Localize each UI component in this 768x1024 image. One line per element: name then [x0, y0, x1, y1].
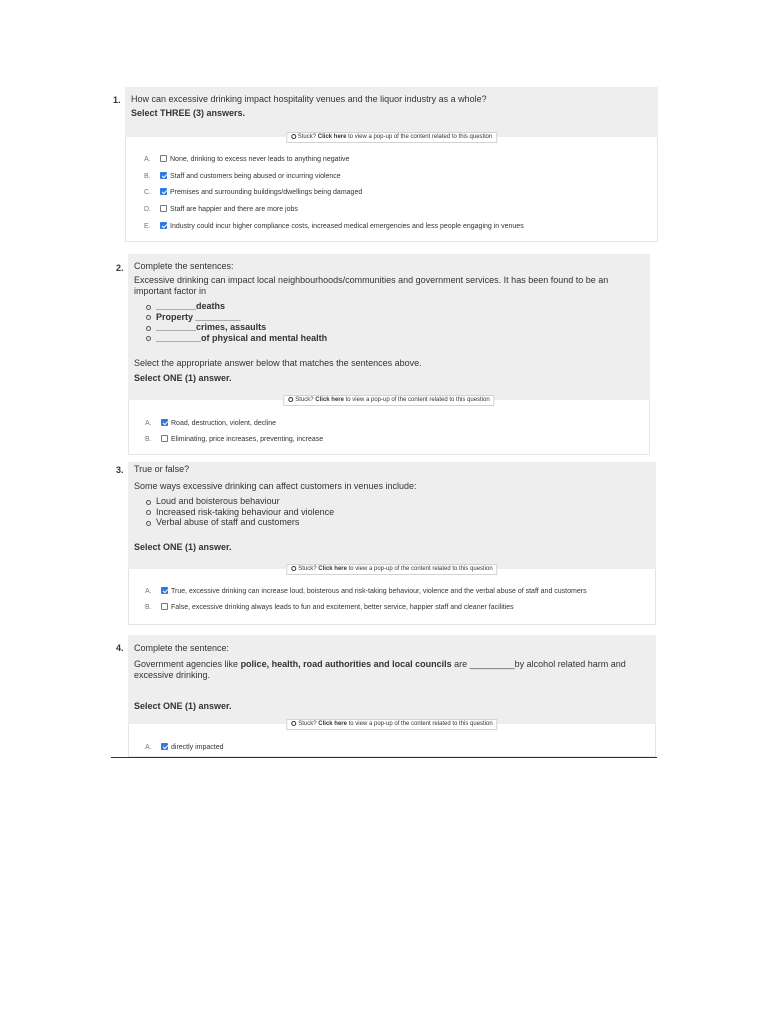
search-icon — [291, 134, 296, 139]
question-number: 1. — [113, 95, 121, 105]
question-number: 3. — [116, 465, 124, 475]
blank-list: ________deaths Property _________ ________crimes, assaults _________of physical and mental health — [134, 301, 644, 343]
question-instruction: Select ONE (1) answer. — [134, 373, 232, 383]
stuck-help-link[interactable]: Stuck? Click here to view a pop-up of the content related to this question — [286, 564, 497, 575]
checkbox-checked[interactable] — [161, 587, 168, 594]
checkbox-checked[interactable] — [160, 222, 167, 229]
question-followup: Select the appropriate answer below that matches the sentences above. — [134, 358, 422, 368]
checkbox[interactable] — [161, 435, 168, 442]
question-header — [125, 87, 658, 137]
answer-option[interactable]: A. directly impacted — [145, 744, 224, 751]
checkbox[interactable] — [160, 155, 167, 162]
checkbox-checked[interactable] — [161, 743, 168, 750]
answer-list — [128, 566, 656, 625]
question-instruction: Select ONE (1) answer. — [134, 541, 232, 552]
answer-option[interactable]: D. Staff are happier and there are more jobs — [144, 206, 298, 213]
answer-option[interactable]: C. Premises and surrounding buildings/dwellings being damaged — [144, 189, 363, 196]
checkbox-checked[interactable] — [161, 419, 168, 426]
checkbox-checked[interactable] — [160, 188, 167, 195]
stuck-help-link[interactable]: Stuck? Click here to view a pop-up of the content related to this question — [286, 719, 497, 730]
question-instruction: Select ONE (1) answer. — [134, 701, 232, 711]
bullet-list: Loud and boisterous behaviour Increased risk-taking behaviour and violence Verbal abuse of staff and customers — [134, 496, 650, 528]
question-stem: Complete the sentence: — [134, 643, 230, 653]
checkbox-checked[interactable] — [160, 172, 167, 179]
page-divider — [111, 757, 657, 758]
search-icon — [288, 397, 293, 402]
answer-list — [128, 721, 656, 757]
question-instruction: Select THREE (3) answers. — [131, 108, 246, 118]
question-header — [128, 635, 656, 724]
question-stem: Complete the sentences: — [134, 261, 234, 271]
question-body: Government agencies like police, health, road authorities and local councils are _________by alcohol related harm and excessive drinking. — [134, 659, 626, 680]
question-number: 2. — [116, 263, 124, 273]
checkbox[interactable] — [161, 603, 168, 610]
answer-list — [128, 397, 650, 455]
question-stem: True or false? — [134, 464, 190, 474]
stuck-help-link[interactable]: Stuck? Click here to view a pop-up of the content related to this question — [283, 395, 494, 406]
question-header — [128, 462, 656, 569]
search-icon — [291, 721, 296, 726]
answer-option[interactable]: B. Staff and customers being abused or incurring violence — [144, 173, 341, 180]
question-header — [128, 254, 650, 400]
question-body: Some ways excessive drinking can affect customers in venues include: — [134, 481, 417, 491]
answer-option[interactable]: B. False, excessive drinking always leads to fun and excitement, better service, happier staff and cleaner facilities — [145, 604, 514, 611]
answer-option[interactable]: B. Eliminating, price increases, preventing, increase — [145, 436, 324, 443]
answer-list — [125, 134, 658, 242]
checkbox[interactable] — [160, 205, 167, 212]
stuck-help-link[interactable]: Stuck? Click here to view a pop-up of the content related to this question — [286, 132, 497, 143]
search-icon — [291, 566, 296, 571]
answer-option[interactable]: A. Road, destruction, violent, decline — [145, 420, 277, 427]
answer-option[interactable]: A. True, excessive drinking can increase loud, boisterous and risk-taking behaviour, violence and the verbal abuse of staff and customers — [145, 588, 587, 595]
question-stem: How can excessive drinking impact hospitality venues and the liquor industry as a whole? — [131, 94, 487, 104]
question-body: Excessive drinking can impact local neighbourhoods/communities and government services. It has been found to be an important factor in — [134, 275, 609, 296]
question-number: 4. — [116, 643, 124, 653]
answer-option[interactable]: A. None, drinking to excess never leads to anything negative — [144, 156, 350, 163]
answer-option[interactable]: E. Industry could incur higher compliance costs, increased medical emergencies and less people engaging in venues — [144, 223, 524, 230]
